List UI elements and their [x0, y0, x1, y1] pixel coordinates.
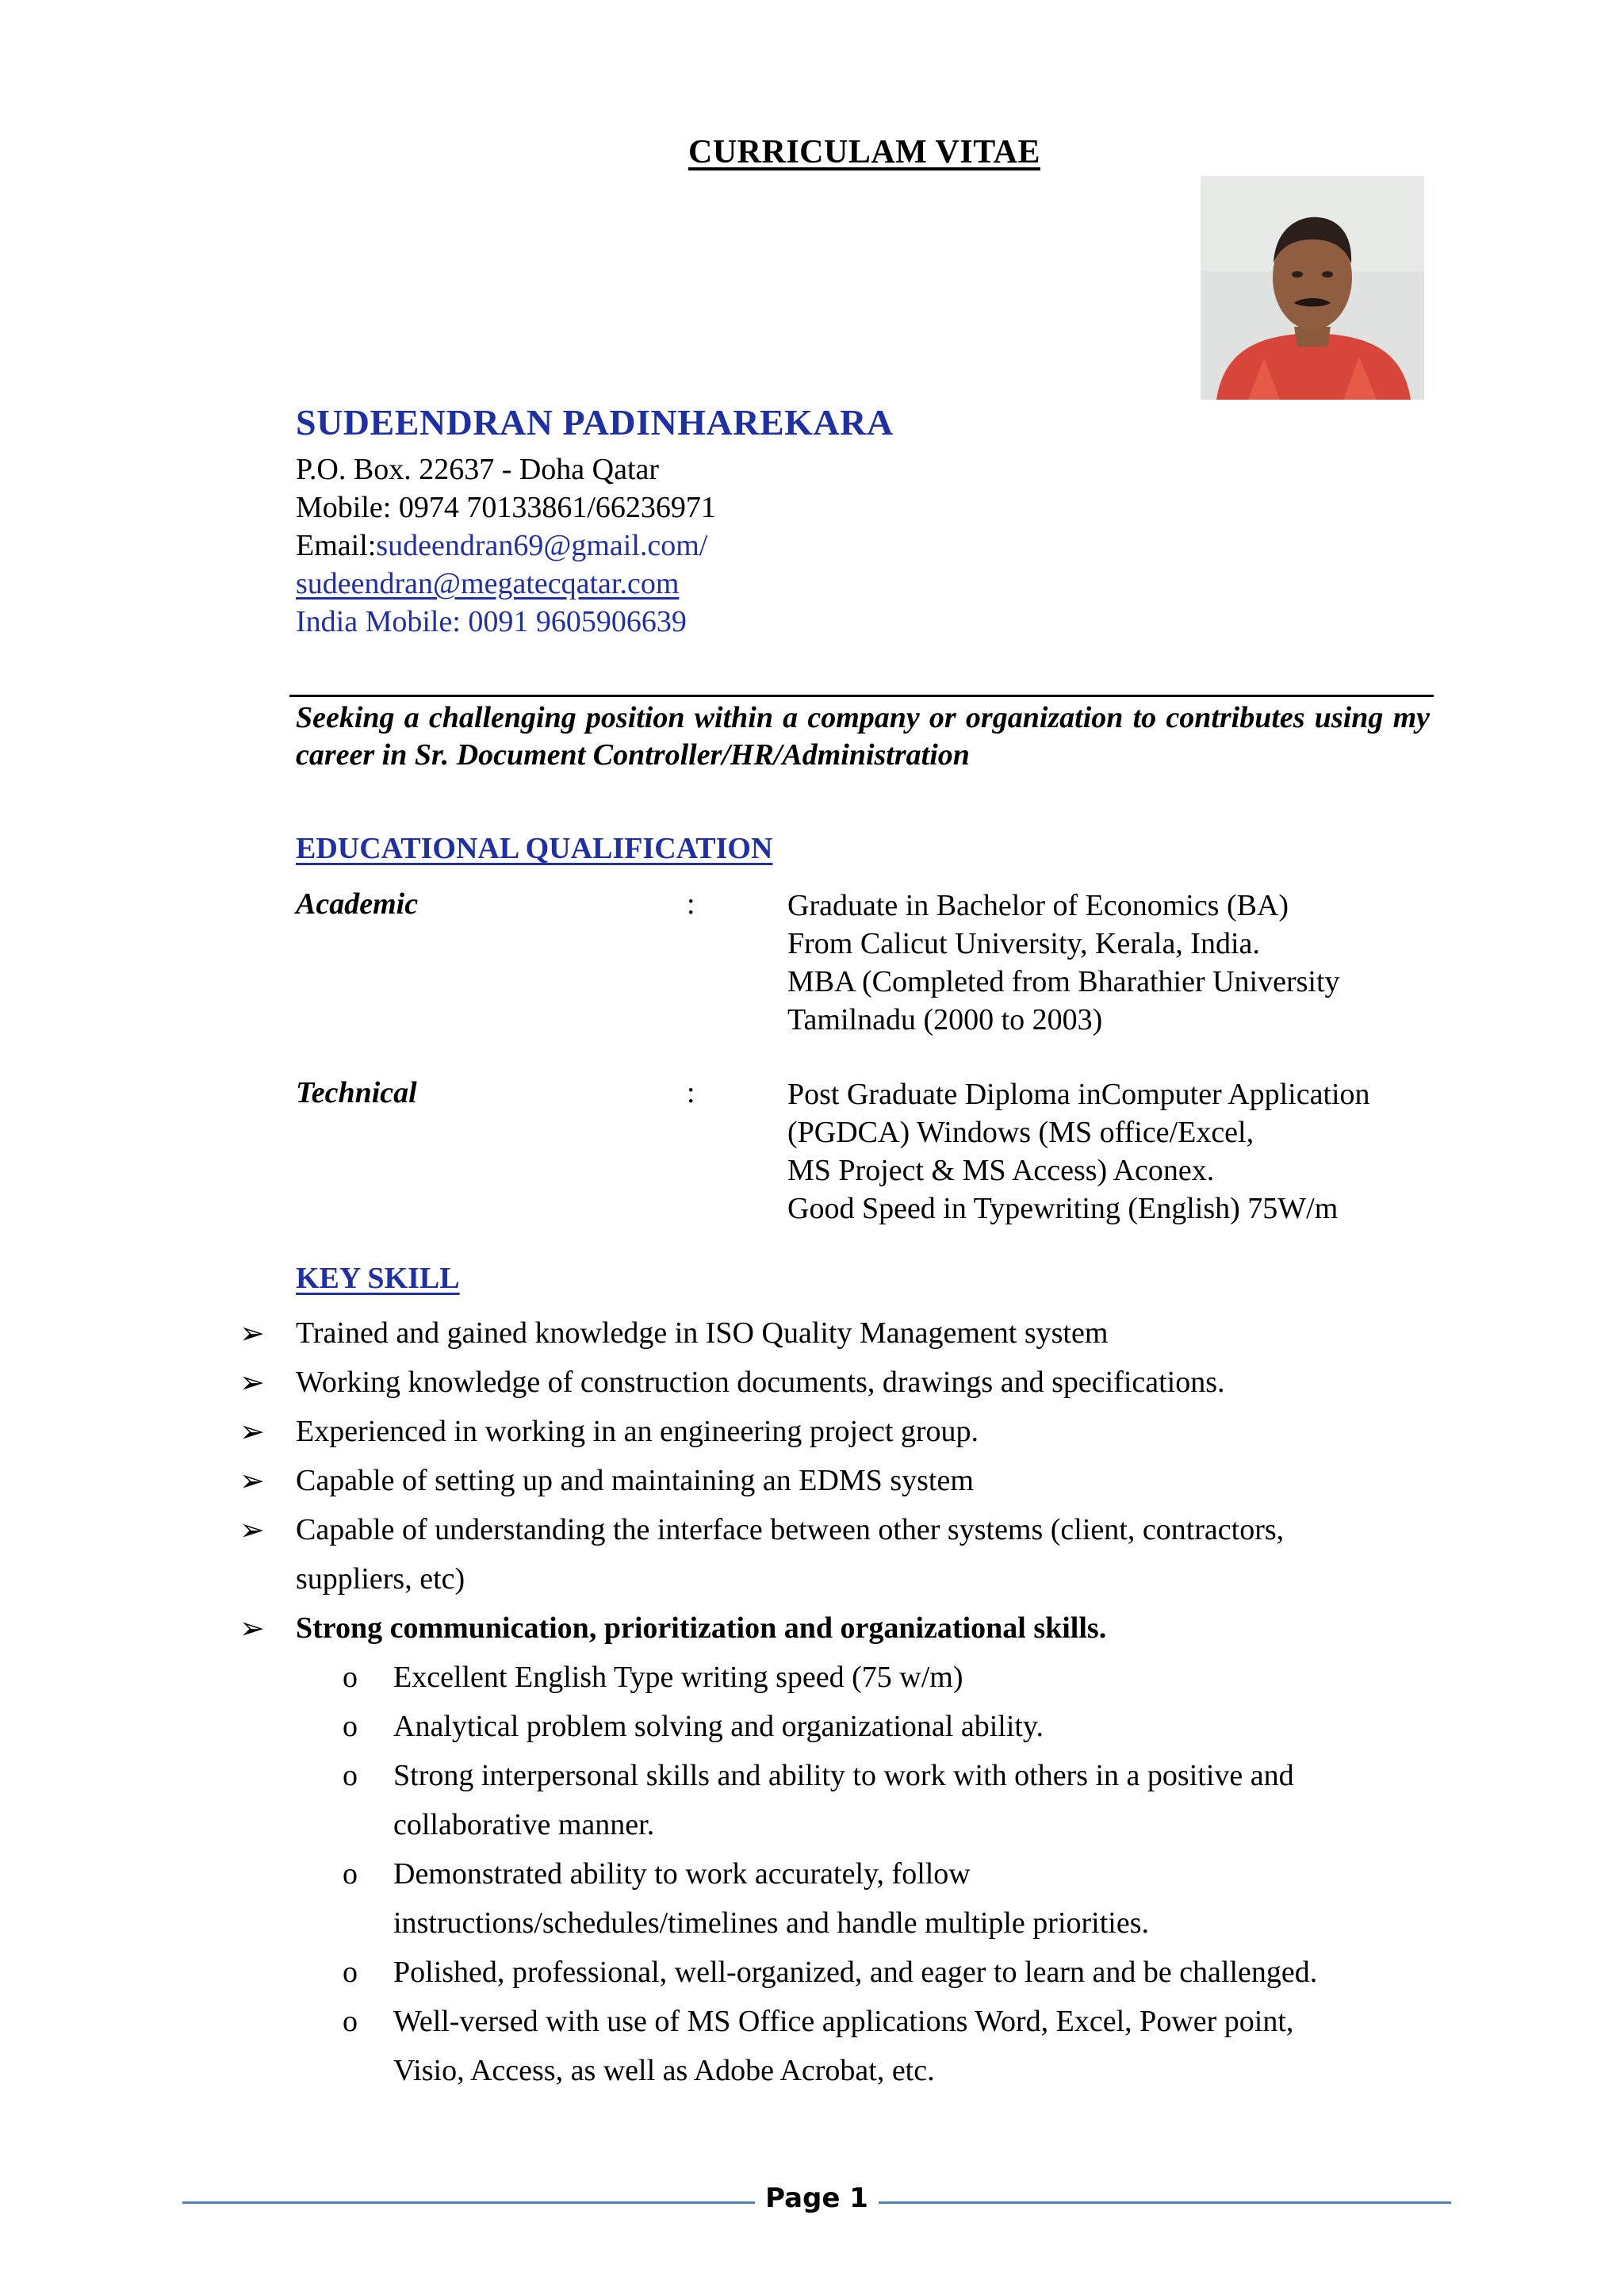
mobile-number: Mobile: 0974 70133861/66236971 [296, 491, 716, 524]
skill-item: Experienced in working in an engineering project group. [296, 1415, 979, 1448]
person-portrait-icon [1201, 176, 1424, 400]
candidate-name: SUDEENDRAN PADINHAREKARA [296, 402, 894, 443]
technical-line: Post Graduate Diploma inComputer Application [787, 1078, 1370, 1111]
academic-line: MBA (Completed from Bharathier University [787, 965, 1340, 998]
circle-bullet-icon: o [343, 1759, 358, 1792]
skill-item-bold: Strong communication, prioritization and organizational skills. [296, 1611, 1107, 1645]
email-line [296, 527, 707, 565]
key-skill-heading: KEY SKILL [296, 1262, 460, 1295]
arrow-bullet-icon: ➢ [239, 1414, 265, 1449]
document-title: CURRICULAM VITAE [688, 134, 1040, 170]
email-label: Email: [296, 529, 377, 562]
sub-skill-item: Well-versed with use of MS Office applications Word, Excel, Power point, [393, 2005, 1294, 2038]
circle-bullet-icon: o [343, 1956, 358, 1989]
circle-bullet-icon: o [343, 2005, 358, 2038]
sub-skill-item: Strong interpersonal skills and ability to work with others in a positive and [393, 1759, 1294, 1792]
footer-rule-right [879, 2201, 1451, 2204]
arrow-bullet-icon: ➢ [239, 1611, 265, 1646]
skill-item: Trained and gained knowledge in ISO Quality Management system [296, 1316, 1109, 1350]
career-objective: Seeking a challenging position within a company or organization to contributes using my career in Sr. Document Controller/HR/Administration [296, 701, 1430, 772]
circle-bullet-icon: o [343, 1857, 358, 1891]
academic-line: Graduate in Bachelor of Economics (BA) [787, 889, 1289, 922]
arrow-bullet-icon: ➢ [239, 1463, 265, 1498]
academic-details [787, 887, 1340, 1039]
sub-skill-item: Analytical problem solving and organizational ability. [393, 1710, 1044, 1743]
academic-label: Academic [296, 887, 419, 921]
education-heading: EDUCATIONAL QUALIFICATION [296, 832, 773, 865]
technical-colon: : [687, 1076, 695, 1109]
sub-skill-continuation: instructions/schedules/timelines and handle multiple priorities. [393, 1906, 1149, 1940]
india-mobile: India Mobile: 0091 9605906639 [296, 605, 687, 638]
academic-line: From Calicut University, Kerala, India. [787, 927, 1260, 960]
skill-item-continuation: suppliers, etc) [296, 1562, 465, 1596]
technical-label: Technical [296, 1076, 417, 1109]
circle-bullet-icon: o [343, 1710, 358, 1743]
sub-skill-item: Polished, professional, well-organized, and eager to learn and be challenged. [393, 1956, 1318, 1989]
technical-line: Good Speed in Typewriting (English) 75W/m [787, 1192, 1339, 1225]
po-box: P.O. Box. 22637 - Doha Qatar [296, 453, 660, 486]
technical-line: (PGDCA) Windows (MS office/Excel, [787, 1116, 1254, 1149]
sub-skill-continuation: collaborative manner. [393, 1808, 655, 1841]
sub-skill-continuation: Visio, Access, as well as Adobe Acrobat, etc. [393, 2054, 935, 2087]
skill-item: Capable of understanding the interface between other systems (client, contractors, [296, 1513, 1285, 1546]
objective-divider [289, 695, 1434, 697]
email-secondary-line [296, 565, 679, 603]
technical-details [787, 1075, 1370, 1228]
footer-rule-left [182, 2201, 755, 2204]
email-secondary[interactable]: sudeendran@megatecqatar.com [296, 567, 680, 600]
email-primary[interactable]: sudeendran69@gmail.com/ [376, 529, 708, 562]
page-number: Page 1 [765, 2182, 868, 2214]
academic-colon: : [687, 887, 695, 921]
academic-line: Tamilnadu (2000 to 2003) [787, 1003, 1103, 1036]
skill-item: Working knowledge of construction documents, drawings and specifications. [296, 1366, 1225, 1399]
circle-bullet-icon: o [343, 1661, 358, 1694]
sub-skill-item: Excellent English Type writing speed (75 w/m) [393, 1661, 963, 1694]
arrow-bullet-icon: ➢ [239, 1512, 265, 1547]
sub-skill-item: Demonstrated ability to work accurately, follow [393, 1857, 971, 1891]
arrow-bullet-icon: ➢ [239, 1316, 265, 1351]
technical-line: MS Project & MS Access) Aconex. [787, 1154, 1215, 1187]
arrow-bullet-icon: ➢ [239, 1365, 265, 1400]
skill-item: Capable of setting up and maintaining an EDMS system [296, 1464, 974, 1497]
profile-photo [1201, 176, 1424, 400]
